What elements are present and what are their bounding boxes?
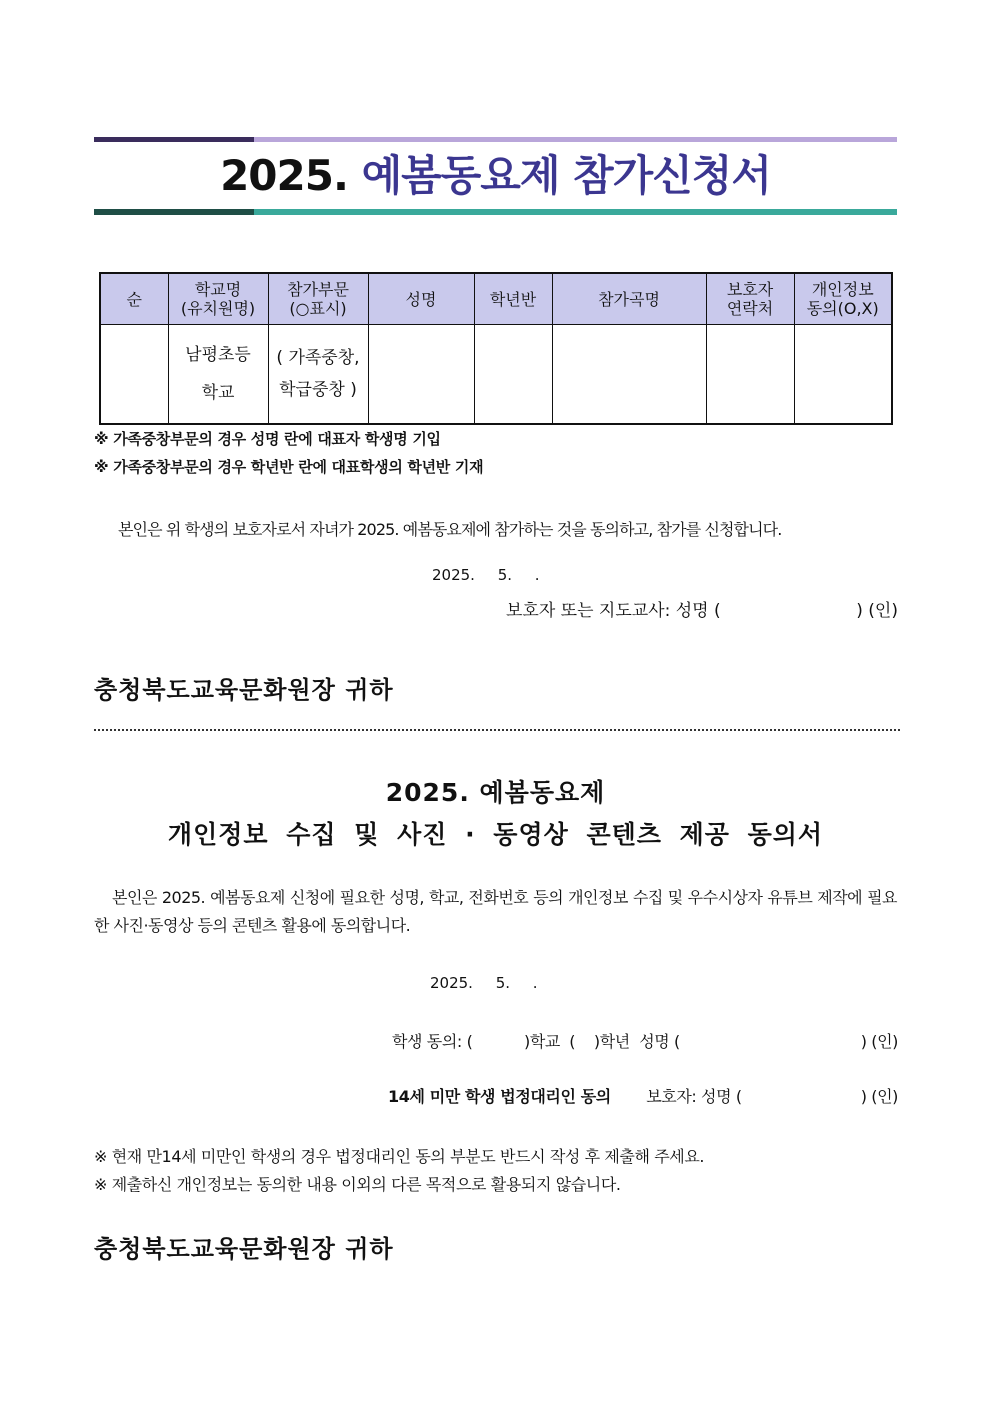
cell-no[interactable] xyxy=(100,325,168,425)
col-header: 학년반 xyxy=(474,273,552,325)
category-line2: 학급중창 ) xyxy=(279,380,357,400)
cell-grade-class[interactable] xyxy=(474,325,552,425)
title-name: 예봄동요제 참가신청서 xyxy=(361,151,771,200)
title-top-rule xyxy=(94,137,897,142)
col-header: 참가부문 (○표시) xyxy=(268,273,368,325)
cut-line-divider xyxy=(94,729,900,731)
guardian-sign-label: 보호자: 성명 ( xyxy=(646,1087,742,1106)
col-header: 참가곡명 xyxy=(552,273,706,325)
table-note: ※ 가족중창부문의 경우 성명 란에 대표자 학생명 기입 xyxy=(94,430,441,448)
consent-note: ※ 제출하신 개인정보는 동의한 내용 이외의 다른 목적으로 활용되지 않습니다. xyxy=(94,1175,621,1194)
table-row xyxy=(100,325,892,425)
col-header: 개인정보 동의(O,X) xyxy=(794,273,892,325)
table-note: ※ 가족중창부문의 경우 학년반 란에 대표학생의 학년반 기재 xyxy=(94,458,484,476)
consent-date: 2025. 5. . xyxy=(430,974,538,992)
guardian-signature xyxy=(388,1084,898,1107)
cell-school[interactable] xyxy=(168,325,268,425)
col-header: 순 xyxy=(100,273,168,325)
application-statement: 본인은 위 학생의 보호자로서 자녀가 2025. 예봄동요제에 참가하는 것을 동의하고, 참가를 신청합니다. xyxy=(118,520,782,539)
school-line1: 남평초등 xyxy=(185,345,251,365)
application-signature xyxy=(506,596,898,621)
col-header: 성명 xyxy=(368,273,474,325)
application-date: 2025. 5. . xyxy=(432,566,540,584)
application-table xyxy=(99,272,893,425)
student-sign-label: 학생 동의: ( )학교 ( )학년 성명 ( xyxy=(392,1032,680,1051)
student-sign-seal: ) (인) xyxy=(860,1032,898,1051)
signature-seal: ) (인) xyxy=(856,601,898,621)
consent-title-line2: 개인정보 수집 및 사진 · 동영상 콘텐츠 제공 동의서 xyxy=(167,820,824,849)
cell-name[interactable] xyxy=(368,325,474,425)
recipient: 충청북도교육문화원장 귀하 xyxy=(94,676,394,704)
cell-consent[interactable] xyxy=(794,325,892,425)
col-header: 보호자 연락처 xyxy=(706,273,794,325)
title-bottom-rule xyxy=(94,209,897,215)
page-title xyxy=(94,148,897,204)
guardian-label: 14세 미만 학생 법정대리인 동의 xyxy=(388,1087,611,1106)
title-year: 2025. xyxy=(220,151,348,200)
cell-song[interactable] xyxy=(552,325,706,425)
recipient-bottom: 충청북도교육문화원장 귀하 xyxy=(94,1235,394,1263)
consent-title-line1: 2025. 예봄동요제 xyxy=(385,778,606,807)
cell-category[interactable] xyxy=(268,325,368,425)
guardian-sign-seal: ) (인) xyxy=(860,1087,898,1106)
table-header-row xyxy=(100,273,892,325)
school-line2: 학교 xyxy=(201,383,235,403)
consent-note: ※ 현재 만14세 미만인 학생의 경우 법정대리인 동의 부분도 반드시 작성 후 제출해 주세요. xyxy=(94,1147,705,1166)
cell-guardian-contact[interactable] xyxy=(706,325,794,425)
signature-label: 보호자 또는 지도교사: 성명 ( xyxy=(506,601,721,621)
category-line1: ( 가족중창, xyxy=(276,348,360,368)
consent-statement: 본인은 2025. 예봄동요제 신청에 필요한 성명, 학교, 전화번호 등의 개인정보 수집 및 우수시상자 유튜브 제작에 필요한 사진·동영상 등의 콘텐츠 활용에 동의합니다. xyxy=(94,888,897,935)
student-signature xyxy=(392,1029,898,1052)
col-header: 학교명 (유치원명) xyxy=(168,273,268,325)
